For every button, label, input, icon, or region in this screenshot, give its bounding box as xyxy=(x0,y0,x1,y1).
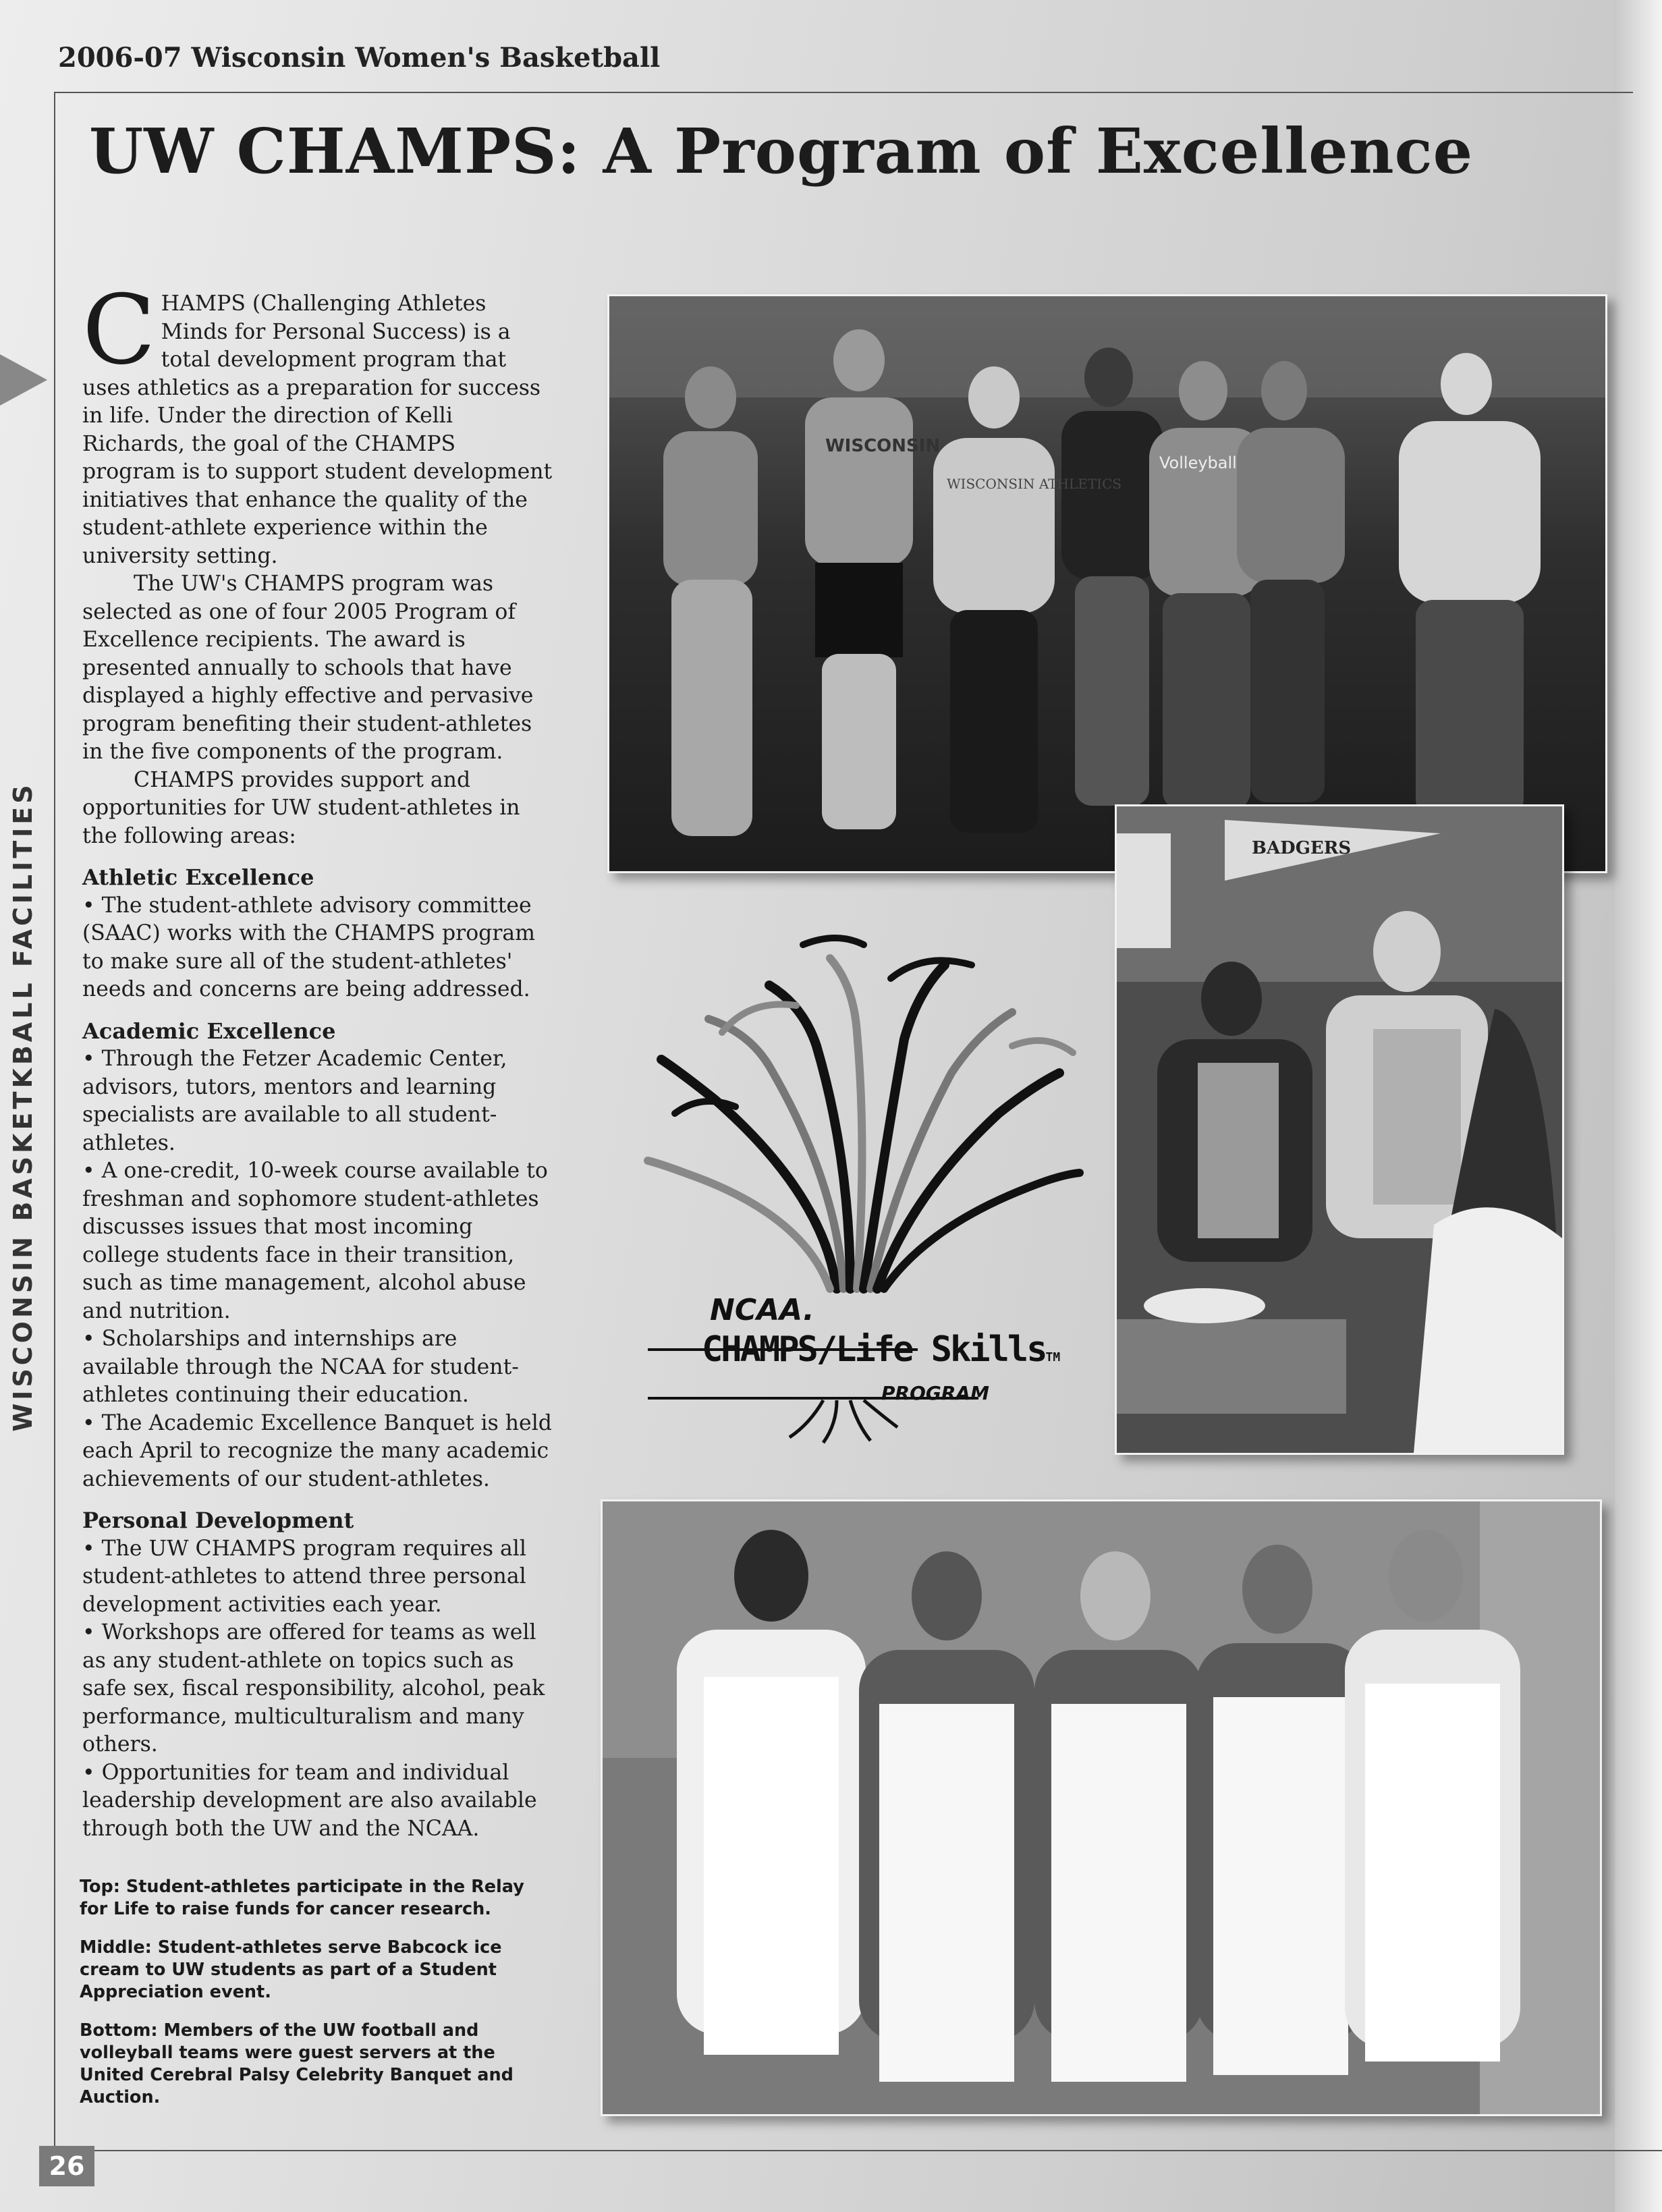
photo-celebrity-banquet xyxy=(601,1499,1602,2116)
caption-middle: Middle: Student-athletes serve Babcock ice cream to UW students as part of a Student Appreciation event. xyxy=(80,1937,502,2002)
intro-paragraph xyxy=(82,275,555,570)
logo-champs-text xyxy=(702,1329,1060,1370)
areas-paragraph: CHAMPS provides support and opportunities for UW student-athletes in the following areas: xyxy=(82,767,520,848)
photo-ice-cream-event xyxy=(1115,804,1564,1455)
logo-trademark: TM xyxy=(1045,1350,1061,1364)
logo-program-text: PROGRAM xyxy=(881,1382,989,1404)
section-heading-personal: Personal Development xyxy=(82,1508,354,1533)
section-heading-athletic: Athletic Excellence xyxy=(82,864,314,890)
bullet-item: • The student-athlete advisory committee (SAAC) works with the CHAMPS program to make sure all of the student-athletes' needs and concerns are being addressed. xyxy=(82,893,536,1001)
caption-bottom: Bottom: Members of the UW football and volleyball teams were guest servers at the United Cerebral Palsy Celebrity Banquet and Auction. xyxy=(80,2020,514,2107)
bullet-item: • Opportunities for team and individual leadership development are also available through both the UW and the NCAA. xyxy=(82,1760,537,1841)
bullet-item: • Workshops are offered for teams as well as any student-athlete on topics such as safe sex, fiscal responsibility, alcohol, peak performance, multiculturalism and many others. xyxy=(82,1620,545,1757)
bullet-item: • A one-credit, 10-week course available to freshman and sophomore student-athletes discusses issues that most incoming college students face in their transition, such as time management, alcohol abuse and nutrition. xyxy=(82,1159,548,1323)
shirt-wisconsin-text: WISCONSIN xyxy=(825,436,941,456)
page-title: UW CHAMPS: A Program of Excellence xyxy=(89,115,1474,188)
running-head: 2006-07 Wisconsin Women's Basketball xyxy=(58,42,661,74)
article-body xyxy=(82,275,555,1843)
photo-relay-for-life xyxy=(607,294,1607,873)
shirt-volleyball-text: Volleyball xyxy=(1159,453,1237,472)
side-tab-arrow-icon xyxy=(0,354,47,406)
shirt-athletics-text: WISCONSIN ATHLETICS xyxy=(947,476,1122,492)
bullet-item: • Through the Fetzer Academic Center, advisors, tutors, mentors and learning specialists are available to all student-athletes. xyxy=(82,1047,507,1155)
bullet-item: • The UW CHAMPS program requires all student-athletes to attend three personal development activities each year. xyxy=(82,1536,526,1617)
section-side-label: WISCONSIN BASKETKBALL FACILITIES xyxy=(8,781,38,1432)
bullet-item: • The Academic Excellence Banquet is held each April to recognize the many academic achievements of our student-athletes. xyxy=(82,1410,552,1491)
photo-captions xyxy=(80,1876,552,2125)
intro-text: HAMPS (Challenging Athletes Minds for Personal Success) is a total development program that uses athletics as a preparation for success in life. Under the direction of Kelli Richards, the goal of the CHAMPS program is to support student development initiatives that enhance the quality of the student-athlete experience within the university setting. xyxy=(82,292,553,568)
logo-name: CHAMPS/Life Skills xyxy=(702,1329,1046,1370)
award-paragraph: The UW's CHAMPS program was selected as one of four 2005 Program of Excellence recipients. The award is presented annually to schools that have displayed a highly effective and pervasive program benefiting their student-athletes in the five components of the program. xyxy=(82,572,534,764)
caption-top: Top: Student-athletes participate in the Relay for Life to raise funds for cancer research. xyxy=(80,1877,524,1919)
section-heading-academic: Academic Excellence xyxy=(82,1018,336,1044)
drop-cap: C xyxy=(82,275,156,386)
bullet-item: • Scholarships and internships are available through the NCAA for student-athletes continuing their education. xyxy=(82,1327,519,1407)
pennant-text: BADGERS xyxy=(1252,838,1352,858)
logo-ncaa-text: NCAA. xyxy=(710,1293,814,1327)
footer-rule xyxy=(54,2150,1662,2151)
page-number: 26 xyxy=(39,2146,94,2186)
